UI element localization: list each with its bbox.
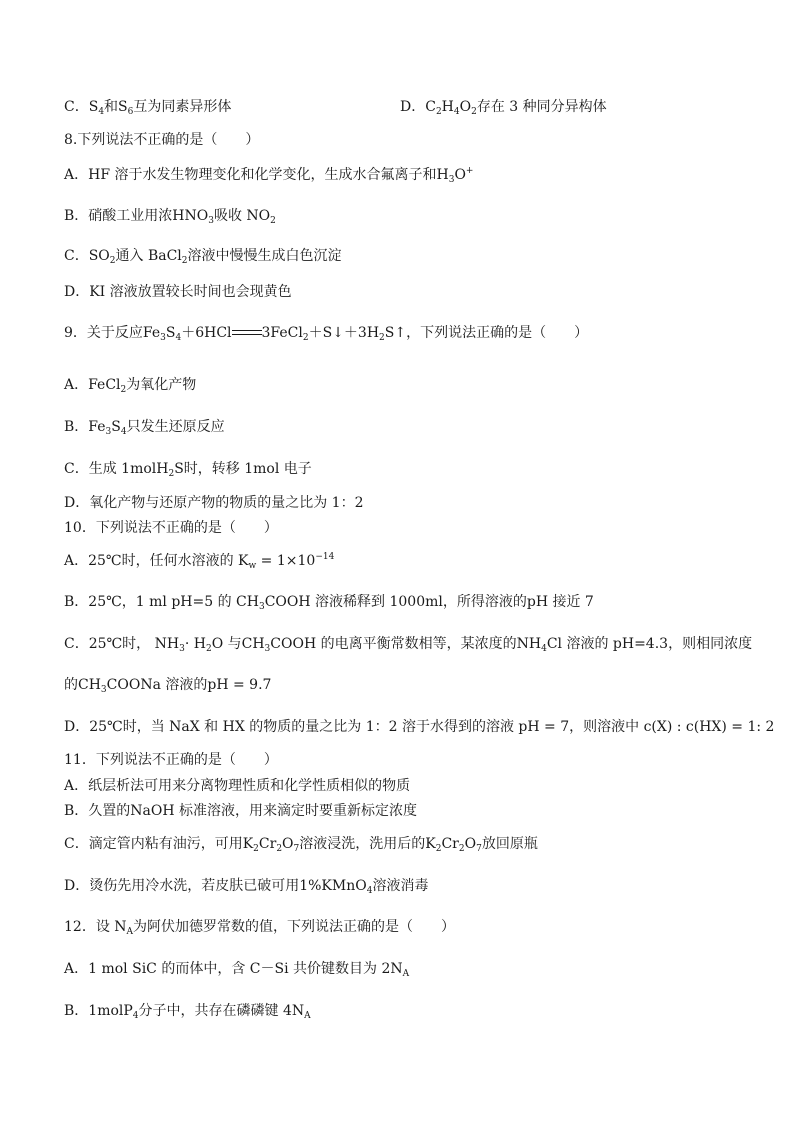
q11-option-a: A．纸层析法可用来分离物理性质和化学性质相似的物质: [64, 778, 411, 794]
q11-option-b: B．久置的NaOH 标准溶液，用来滴定时要重新标定浓度: [64, 803, 418, 819]
q9-option-a: A．FeCl$_2$为氧化产物: [64, 377, 197, 395]
equals-arrow-icon: [232, 328, 262, 338]
q12-option-b: B．1molP$_4$分子中，共存在磷磷键 $4N_A$: [64, 1003, 311, 1021]
q10-stem: 10．下列说法不正确的是（ ）: [64, 520, 278, 536]
q7-option-c: C．$S_4$和$S_6$互为同素异形体: [64, 99, 232, 117]
q9-option-b: B．$Fe_3S_4$只发生还原反应: [64, 419, 225, 437]
q8-stem: 8.下列说法不正确的是（ ）: [64, 132, 260, 148]
q10-option-c: C．25℃时， $NH_3\cdot H_2O$ 与$CH_3COOH$ 的电离平衡常数相等，某浓度的$NH_4Cl$ 溶液的 pH=4.3，则相同浓度: [64, 636, 753, 654]
q10-option-d: D．25℃时，当 NaX 和 HX 的物质的量之比为 1：2 溶于水得到的溶液 pH = 7，则溶液中 c(X) : c(HX) = 1: 2: [64, 719, 775, 735]
q9-stem: 9．关于反应$Fe_3S_4+6HCl$ $3FeCl_2+S↓+3H_2S↑$，下列说法正确的是（ ）: [64, 325, 589, 343]
q8-option-b: B．硝酸工业用浓$HNO_3$吸收 $NO_2$: [64, 208, 276, 226]
q11-option-c: C．滴定管内粘有油污，可用$K_2Cr_2O_7$溶液浸洗，洗用后的$K_2Cr_2O_7$放回原瓶: [64, 836, 538, 854]
q10-option-a: A．25℃时，任何水溶液的 $K_w = 1\times 10^{-14}$: [64, 552, 335, 571]
q10-option-b: B．25℃，1 ml pH=5 的 $CH_3COOH$ 溶液稀释到 1000ml，所得溶液的pH 接近 7: [64, 594, 594, 612]
q10-option-c-continued: 的$CH_3COONa$ 溶液的pH = 9.7: [64, 677, 272, 695]
q9-option-c: C．生成 1molH$_2$S时，转移 1mol 电子: [64, 461, 312, 479]
q9-option-d: D．氧化产物与还原产物的物质的量之比为 1：2: [64, 495, 364, 511]
q8-option-a: A．HF 溶于水发生物理变化和化学变化，生成水合氟离子和$H_3O^+$: [64, 166, 474, 185]
q12-stem: 12．设 $N_A$为阿伏加德罗常数的值，下列说法正确的是（ ）: [64, 919, 456, 937]
q11-option-d: D．烫伤先用冷水洗，若皮肤已破可用1%KMnO$_4$溶液消毒: [64, 878, 429, 896]
q8-option-d: D．KI 溶液放置较长时间也会现黄色: [64, 284, 292, 300]
q7-option-d: D．$C_2H_4O_2$存在 3 种同分异构体: [400, 99, 607, 117]
q8-option-c: C．$SO_2$通入 BaCl$_2$溶液中慢慢生成白色沉淀: [64, 248, 342, 266]
q12-option-a: A．1 mol SiC 的而体中，含 C－Si 共价键数目为 $2N_A$: [64, 961, 410, 979]
q11-stem: 11．下列说法不正确的是（ ）: [64, 752, 278, 768]
